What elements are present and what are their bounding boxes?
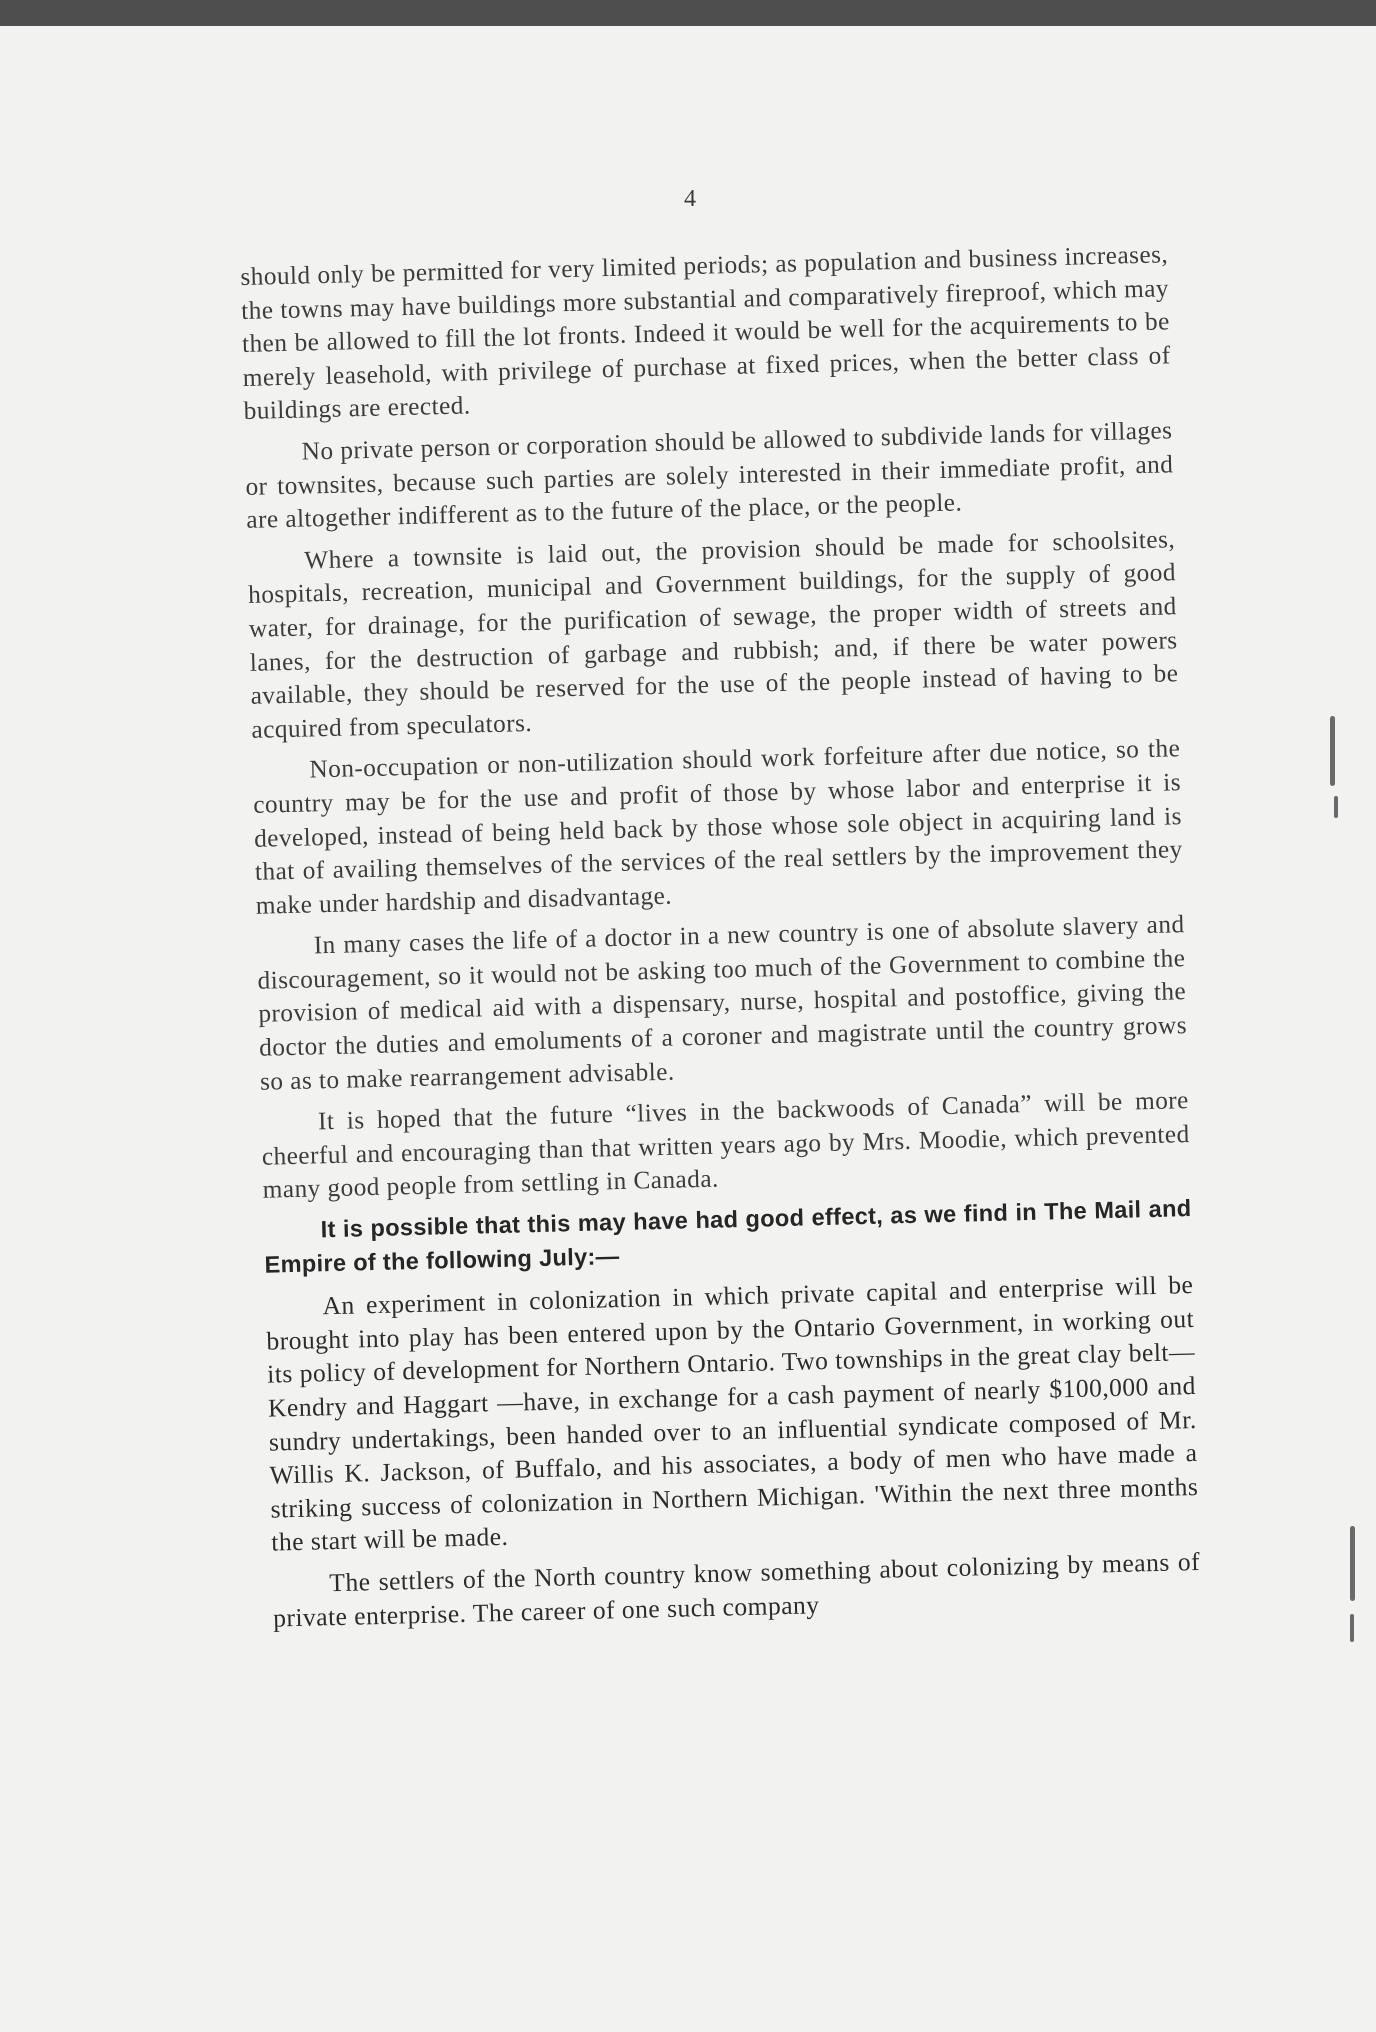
document-page xyxy=(0,26,1376,2032)
scan-mark xyxy=(1330,716,1335,786)
paragraph-backwoods-of-canada: It is hoped that the future “lives in the backwoods of Canada” will be more cheerful and encouraging than that written years ago by Mrs. Moodie, which prevented many good people from settling in Canada. xyxy=(261,1086,1190,1205)
paragraph-non-occupation: Non-occupation or non-utilization should work forfeiture after due notice, so the country may be for the use and profit of those by whose labor and enterprise it is developed, instead of being held back by those whose sole object in acquiring land is that of availing themselves of the services of the real settlers by the improvement they make under hardship and disadvantage. xyxy=(252,734,1183,920)
paragraph-mail-and-empire-intro: It is possible that this may have had good effect, as we find in The Mail and Empire of the following July:— xyxy=(264,1196,1192,1279)
page-number: 4 xyxy=(684,186,696,212)
scan-mark xyxy=(1334,796,1338,818)
paragraph-townsite-buildings: should only be permitted for very limited periods; as population and business increases, the towns may have buildings more substantial and comparatively fireproof, which may then be allowed to fill the lot fronts. Indeed it would be well for the acquirements to be merely leasehold, with privilege of purchase at fixed prices, when the better class of buildings are erected. xyxy=(240,240,1171,426)
paragraph-north-country-settlers: The settlers of the North country know something about colonizing by means of private enterprise. The career of one such company xyxy=(272,1546,1201,1633)
paragraph-country-doctor: In many cases the life of a doctor in a new country is one of absolute slavery and discouragement, so it would not be asking too much of the Government to combine the provision of medical aid with a dispensary, nurse, hospital and postoffice, giving the doctor the duties and emoluments of a coroner and magistrate until the country grows so as to make rearrangement advisable. xyxy=(257,910,1188,1096)
body-text xyxy=(240,238,1201,1642)
scan-mark xyxy=(1350,1526,1355,1601)
paragraph-private-subdivision: No private person or corporation should be allowed to subdivide lands for villages or townsites, because such parties are solely interested in their immediate profit, and are altogether indifferent as to the future of the place, or the people. xyxy=(245,416,1174,535)
paragraph-colonization-experiment: An experiment in colonization in which private capital and enterprise will be brought into play has been entered upon by the Ontario Government, in working out its policy of development for Northern Ontario. Two townships in the great clay belt—Kendry and Haggart —have, in exchange for a cash payment of nearly $100,000 and sundry undertakings, been handed over to an influential syndicate composed of Mr. Willis K. Jackson, of Buffalo, and his associates, a body of men who have made a striking success of colonization in Northern Michigan. 'Within the next three months the start will be made. xyxy=(266,1270,1199,1557)
paragraph-townsite-provisions: Where a townsite is laid out, the provision should be made for schoolsites, hospitals, recreation, municipal and Government buildings, for the supply of good water, for drainage, for the purification of sewage, the proper width of streets and lanes, for the destruction of garbage and rubbish; and, if there be water powers available, they should be reserved for the use of the people instead of having to be acquired from speculators. xyxy=(247,524,1179,744)
scan-mark xyxy=(1350,1614,1354,1642)
